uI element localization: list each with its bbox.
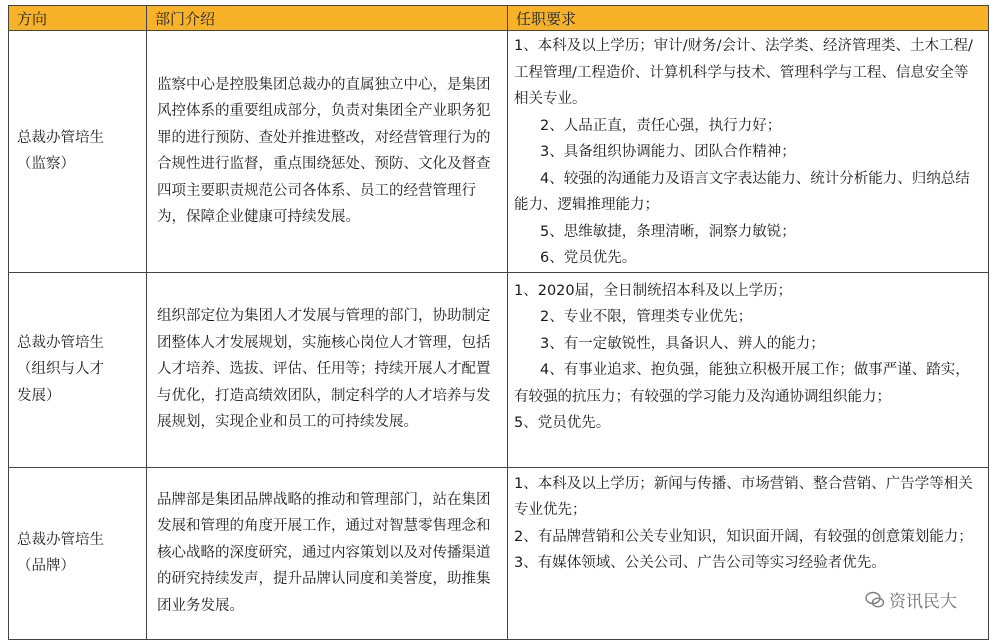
watermark: [865, 587, 957, 612]
header-department-intro: 部门介绍: [147, 6, 508, 31]
requirement-item: 5、党员优先。: [514, 415, 611, 431]
header-direction: 方向: [9, 6, 147, 31]
watermark-text: 资讯民大: [889, 592, 957, 612]
requirement-item: 2、有品牌营销和公关专业知识，知识面开阔，有较强的创意策划能力；: [514, 528, 973, 545]
requirements-cell: [508, 272, 989, 467]
requirement-item: 1、本科及以上学历；新闻与传播、市场营销、整合营销、广告学等相关专业优先；: [514, 475, 973, 518]
requirement-item: 3、具备组织协调能力、团队合作精神；: [540, 144, 796, 160]
requirement-item: 4、有事业追求、抱负强，能独立积极开展工作；做事严谨、踏实，有较强的抗压力；有较强的学习能力及沟通协调组织能力；: [514, 362, 970, 405]
requirements-cell: [508, 467, 989, 639]
direction-cell: [9, 31, 147, 273]
requirement-item: 3、有媒体领域、公关公司、广告公司等实习经验者优先。: [514, 555, 886, 571]
direction-line: （组织与人才: [17, 361, 104, 378]
requirement-item: 1、2020届，全日制统招本科及以上学历；: [514, 282, 793, 299]
header-row: [9, 6, 989, 31]
department-intro: 品牌部是集团品牌战略的推动和管理部门，站在集团发展和管理的角度开展工作，通过对智慧零售理念和核心战略的深度研究，通过内容策划以及对传播渠道的研究持续发声，提升品牌认同度和美誉度，助推集团业务发展。: [147, 467, 508, 639]
direction-line: 总裁办管培生: [17, 531, 104, 548]
department-intro: 监察中心是控股集团总裁办的直属独立中心，是集团风控体系的重要组成部分，负责对集团全产业职务犯罪的进行预防、查处并推进整改，对经营管理行为的合规性进行监督，重点围绕惩处、预防、文化及督查四项主要职责规范公司各体系、员工的经营管理行为，保障企业健康可持续发展。: [147, 31, 508, 273]
requirement-item: 2、人品正直，责任心强，执行力好；: [540, 117, 782, 134]
requirement-item: 3、有一定敏锐性，具备识人、辨人的能力；: [540, 335, 825, 352]
table-row: [9, 272, 989, 467]
requirements-cell: [508, 31, 989, 273]
table-row: [9, 467, 989, 639]
direction-cell: [9, 272, 147, 467]
requirement-item: 4、较强的沟通能力及语言文字表达能力、统计分析能力、归纳总结能力、逻辑推理能力；: [514, 170, 970, 213]
requirement-item: 1、本科及以上学历；审计/财务/会计、法学类、经济管理类、土木工程/工程管理/工程造价、计算机科学与技术、管理科学与工程、信息安全等相关专业。: [514, 38, 973, 107]
table-row: [9, 31, 989, 273]
direction-line: （监察）: [17, 156, 75, 173]
requirement-item: 2、专业不限，管理类专业优先；: [540, 309, 753, 325]
requirement-item: 5、思维敏捷，条理清晰，洞察力敏锐；: [540, 223, 796, 240]
department-intro: 组织部定位为集团人才发展与管理的部门，协助制定团整体人才发展规划，实施核心岗位人才管理，包括人才培养、选拔、评估、任用等；持续开展人才配置与优化，打造高绩效团队，制定科学的人才培养与发展规划，实现企业和员工的可持续发展。: [147, 272, 508, 467]
requirement-item: 6、党员优先。: [540, 250, 637, 266]
direction-cell: [9, 467, 147, 639]
wechat-icon: [865, 590, 885, 610]
direction-line: （品牌）: [17, 558, 75, 574]
direction-line: 总裁办管培生: [17, 334, 104, 351]
recruitment-table: [8, 5, 989, 640]
header-requirements: 任职要求: [508, 6, 989, 31]
direction-line: 总裁办管培生: [17, 129, 104, 146]
direction-line: 发展）: [17, 387, 61, 404]
